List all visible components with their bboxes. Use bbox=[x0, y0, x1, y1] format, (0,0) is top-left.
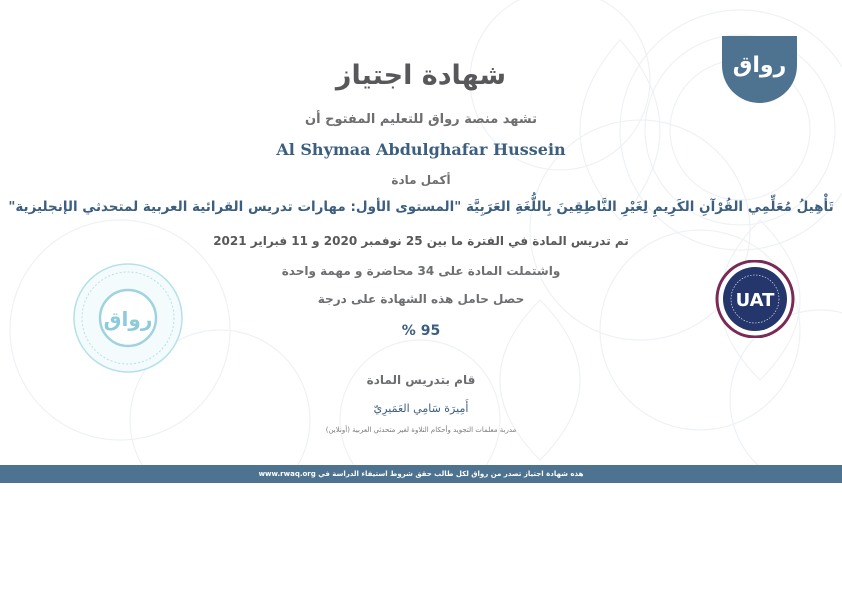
certificate-intro: تشهد منصة رواق للتعليم المفتوح أن bbox=[305, 112, 537, 127]
course-title: تَأْهِيلُ مُعَلِّمِي القُرْآنِ الكَرِيمِ لِغَيْرِ النَّاطِقِينَ بِاللُّغَةِ العَرَبِيَّة "المستوى الأول: مهارات تدريس القرائية العربية لمتحدثي الإنجليزية" bbox=[8, 199, 834, 215]
footer-text: هذه شهادة اجتياز تصدر من رواق لكل طالب حقق شروط استيفاء الدراسة في www.rwaq.org bbox=[258, 470, 584, 478]
taught-by-label: قام بتدريس المادة bbox=[366, 373, 476, 387]
completed-label: أكمل مادة bbox=[391, 173, 451, 187]
uat-logo bbox=[715, 260, 795, 338]
grade-label: حصل حامل هذه الشهادة على درجة bbox=[317, 292, 525, 306]
instructor-title: مدربة معلمات التجويد وأحكام التلاوة لغير متحدثي العربية (أونلاين) bbox=[325, 426, 517, 434]
instructor-name: أَمِيرَة سَامِي العَمَيرِيّ bbox=[373, 402, 469, 415]
rwaq-logo-text: رواق bbox=[732, 53, 787, 78]
course-period: تم تدريس المادة في الفترة ما بين 25 نوفمبر 2020 و 11 فبراير 2021 bbox=[213, 234, 629, 248]
footer-bar bbox=[0, 465, 842, 483]
rwaq-seal-stamp bbox=[70, 262, 186, 374]
seal-center-text: رواق bbox=[103, 307, 153, 331]
course-content-summary: واشتملت المادة على 34 محاضرة و مهمة واحدة bbox=[281, 264, 561, 278]
recipient-name: Al Shymaa Abdulghafar Hussein bbox=[276, 140, 566, 159]
certificate-title: شهادة اجتياز bbox=[335, 60, 507, 91]
uat-logo-text: UAT bbox=[735, 290, 775, 311]
grade-value: 95 % bbox=[401, 323, 441, 339]
